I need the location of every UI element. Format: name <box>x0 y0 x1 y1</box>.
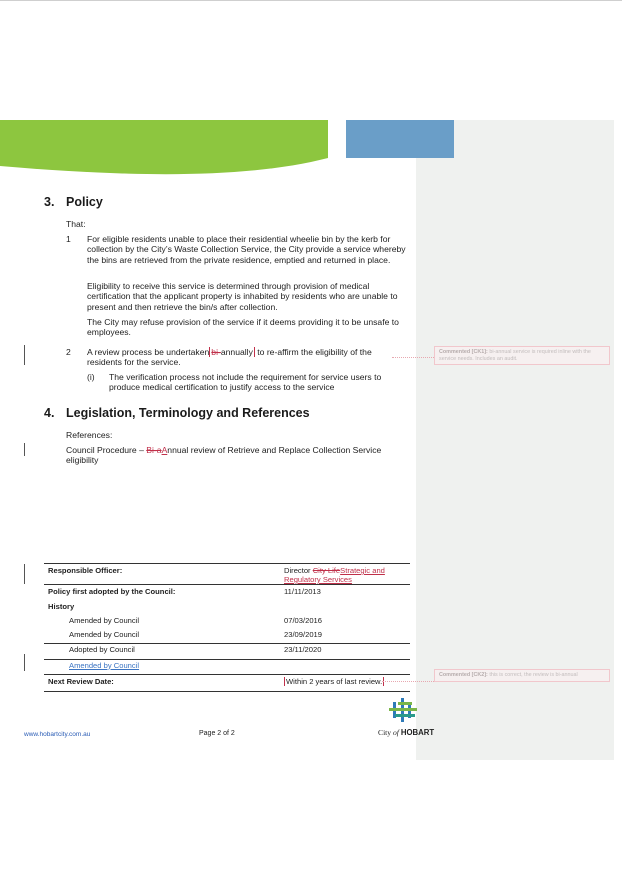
policy-item-2-line-1: A review process be undertaken bi-annually to re-affirm the eligibility of the <box>87 347 372 357</box>
comment-text: bi-annual service is required inline with the service needs. Includes an audit. <box>439 349 591 362</box>
change-bar <box>24 443 25 456</box>
comment-ck2[interactable] <box>434 669 610 682</box>
history-date-cell: 07/03/2016 <box>284 616 323 625</box>
header-blue-band <box>346 120 454 158</box>
header-green-band <box>0 120 328 184</box>
item-number: 2 <box>66 347 71 357</box>
section-3-heading <box>44 195 103 209</box>
reference-line-1: Council Procedure – Bi-aAnnual review of Retrieve and Replace Collection Service <box>66 445 382 455</box>
comment-tag: Commented [CK2]: <box>439 672 488 678</box>
first-adopted-value: 11/11/2013 <box>280 585 410 601</box>
hobart-logo-text: City of HOBART <box>378 728 435 737</box>
history-label-cell: Adopted by Council <box>44 644 280 660</box>
policy-item-1-text: For eligible residents unable to place their residential wheelie bin by the kerb for collection by the City’s Waste Collection Service, the City provide a service whereby the bins are retrieved from the private residence, emptied and returned in place. <box>87 234 406 265</box>
policy-item-2-line-2: residents for the service. <box>87 357 181 367</box>
history-label-cell: Amended by Council <box>69 616 140 625</box>
inserted-text[interactable]: A <box>161 445 168 455</box>
change-bar <box>24 345 25 365</box>
table-row <box>44 615 410 630</box>
section-title: Legislation, Terminology and References <box>66 406 310 420</box>
history-date-cell: 23/11/2020 <box>280 644 410 660</box>
policy-sub-item-text: The verification process not include the requirement for service users to produce medical certification to justify access to the service <box>109 372 382 393</box>
table-row <box>44 564 410 585</box>
responsible-officer-label: Responsible Officer: <box>44 564 280 585</box>
inserted-text[interactable]: Strategic and Regulatory Services <box>284 566 385 584</box>
table-row <box>44 659 410 675</box>
change-bar <box>24 654 25 671</box>
history-date-cell: 23/09/2019 <box>284 629 323 639</box>
inserted-text[interactable]: Amended by Council <box>69 660 140 670</box>
reference-line-2: eligibility <box>66 455 99 465</box>
table-row <box>44 644 410 660</box>
section-number: 3. <box>44 195 55 209</box>
comment-margin-pane <box>416 120 614 760</box>
policy-info-table <box>44 563 410 692</box>
references-label: References: <box>66 430 113 440</box>
section-number: 4. <box>44 406 55 420</box>
deleted-text[interactable]: Bi-a <box>146 445 162 455</box>
item-number: 1 <box>66 234 71 244</box>
next-review-label: Next Review Date: <box>44 675 280 692</box>
responsible-officer-value: Director City LifeStrategic and Regulatory Services <box>280 564 410 585</box>
history-label-cell: Amended by Council <box>69 629 140 639</box>
comment-tag: Commented [CK1]: <box>439 349 488 355</box>
section-title: Policy <box>66 195 103 209</box>
deleted-text[interactable]: City Life <box>312 566 341 575</box>
comment-text: this is correct, the review is bi-annual <box>489 672 578 678</box>
table-row <box>44 630 410 644</box>
table-row <box>44 601 410 616</box>
footer-url[interactable] <box>24 731 90 738</box>
page-number: Page 2 of 2 <box>199 730 235 737</box>
history-label: History <box>48 601 75 611</box>
comment-ck1[interactable] <box>434 346 610 365</box>
policy-item-1-para-3: The City may refuse provision of the service if it deems providing it to be unsafe to employees. <box>87 317 399 338</box>
table-row <box>44 585 410 601</box>
website-link[interactable]: www.hobartcity.com.au <box>24 731 91 738</box>
next-review-value: Within 2 years of last review. <box>280 675 410 692</box>
first-adopted-label: Policy first adopted by the Council: <box>44 585 280 601</box>
table-row <box>44 675 410 692</box>
deleted-text[interactable]: bi- <box>211 347 221 357</box>
policy-item-1-para-2: Eligibility to receive this service is determined through provision of medical certification that the applicant property is inhabited by residents who are unable to present and then retrieve the bin/s after collection. <box>87 281 398 312</box>
sub-item-number: (i) <box>87 372 95 382</box>
hobart-logo-icon <box>389 698 419 726</box>
page-top-rule <box>0 0 622 1</box>
comment-connector <box>392 357 434 358</box>
history-new-row-label <box>44 659 280 675</box>
comment-connector <box>382 681 434 682</box>
change-bar <box>24 564 25 584</box>
policy-intro: That: <box>66 219 86 229</box>
section-4-heading <box>44 406 310 420</box>
